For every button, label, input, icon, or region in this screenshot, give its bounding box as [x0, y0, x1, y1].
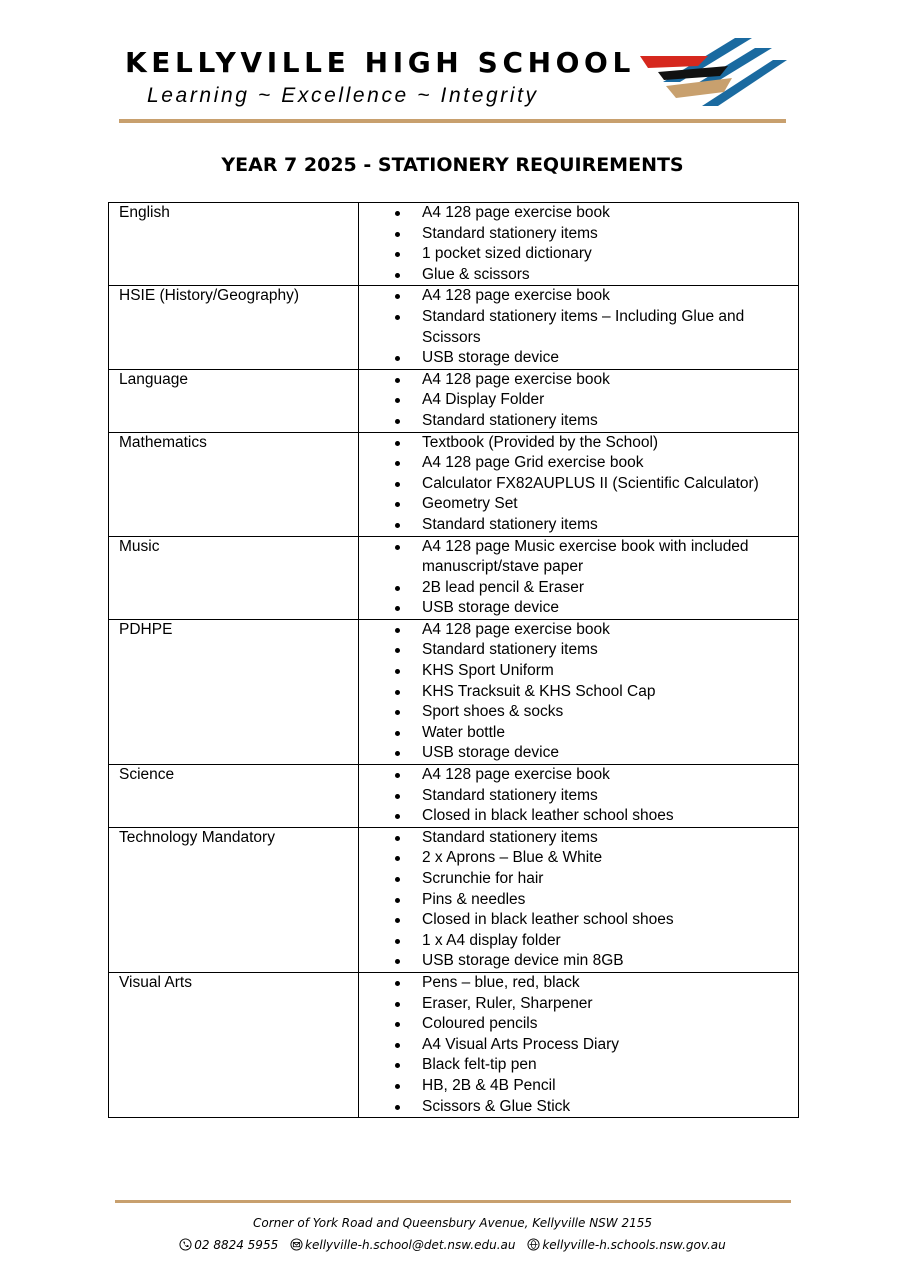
phone-icon — [179, 1238, 192, 1251]
list-item: A4 Visual Arts Process Diary — [359, 1035, 798, 1056]
items-list — [359, 286, 798, 368]
subject-name: Technology Mandatory — [109, 827, 359, 972]
list-item: 2B lead pencil & Eraser — [359, 578, 798, 599]
phone-number: 02 8824 5955 — [194, 1238, 279, 1252]
footer-address: Corner of York Road and Queensbury Avenue, Kellyville NSW 2155 — [252, 1216, 653, 1230]
list-item: Coloured pencils — [359, 1014, 798, 1035]
email-contact[interactable] — [290, 1238, 515, 1252]
header-rule — [119, 119, 786, 123]
list-item: Closed in black leather school shoes — [359, 806, 798, 827]
subject-name: Visual Arts — [109, 972, 359, 1117]
list-item: A4 128 page exercise book — [359, 203, 798, 224]
subject-name: English — [109, 203, 359, 286]
email-icon — [290, 1238, 303, 1251]
list-item: Scrunchie for hair — [359, 869, 798, 890]
list-item: Standard stationery items — [359, 224, 798, 245]
list-item: Pins & needles — [359, 890, 798, 911]
subject-name: Science — [109, 765, 359, 828]
school-motto: Learning ~ Excellence ~ Integrity — [147, 84, 539, 107]
list-item: KHS Sport Uniform — [359, 661, 798, 682]
subject-row — [109, 827, 799, 972]
list-item: A4 Display Folder — [359, 390, 798, 411]
subject-row — [109, 619, 799, 764]
subject-items — [359, 972, 799, 1117]
list-item: Standard stationery items — [359, 786, 798, 807]
globe-icon — [527, 1238, 540, 1251]
list-item: 2 x Aprons – Blue & White — [359, 848, 798, 869]
subject-items — [359, 369, 799, 432]
list-item: Geometry Set — [359, 494, 798, 515]
list-item: USB storage device — [359, 743, 798, 764]
footer-contacts — [0, 1238, 905, 1252]
list-item: Standard stationery items — [359, 640, 798, 661]
list-item: A4 128 page exercise book — [359, 620, 798, 641]
list-item: Standard stationery items – Including Glue and Scissors — [359, 307, 798, 348]
items-list — [359, 620, 798, 764]
footer-rule — [115, 1200, 791, 1203]
subject-items — [359, 203, 799, 286]
list-item: Calculator FX82AUPLUS II (Scientific Calculator) — [359, 474, 798, 495]
page-title: YEAR 7 2025 - STATIONERY REQUIREMENTS — [221, 154, 684, 176]
subject-row — [109, 765, 799, 828]
subject-row — [109, 432, 799, 536]
list-item: A4 128 page exercise book — [359, 765, 798, 786]
subject-name: Music — [109, 536, 359, 619]
list-item: Black felt-tip pen — [359, 1055, 798, 1076]
subject-row — [109, 369, 799, 432]
subject-items — [359, 765, 799, 828]
list-item: Standard stationery items — [359, 411, 798, 432]
list-item: USB storage device — [359, 348, 798, 369]
list-item: KHS Tracksuit & KHS School Cap — [359, 682, 798, 703]
website-url: kellyville-h.schools.nsw.gov.au — [542, 1238, 726, 1252]
items-list — [359, 765, 798, 827]
items-list — [359, 433, 798, 536]
list-item: 1 pocket sized dictionary — [359, 244, 798, 265]
subject-items — [359, 619, 799, 764]
subject-row — [109, 203, 799, 286]
list-item: Glue & scissors — [359, 265, 798, 286]
list-item: HB, 2B & 4B Pencil — [359, 1076, 798, 1097]
list-item: Eraser, Ruler, Sharpener — [359, 994, 798, 1015]
subject-row — [109, 972, 799, 1117]
list-item: Sport shoes & socks — [359, 702, 798, 723]
subject-name: Language — [109, 369, 359, 432]
subject-name: PDHPE — [109, 619, 359, 764]
school-logo-icon — [640, 36, 790, 114]
items-list — [359, 537, 798, 619]
list-item: Scissors & Glue Stick — [359, 1097, 798, 1118]
list-item: A4 128 page Music exercise book with included manuscript/stave paper — [359, 537, 798, 578]
list-item: Standard stationery items — [359, 828, 798, 849]
subject-name: HSIE (History/Geography) — [109, 286, 359, 369]
list-item: 1 x A4 display folder — [359, 931, 798, 952]
list-item: Water bottle — [359, 723, 798, 744]
list-item: USB storage device — [359, 598, 798, 619]
list-item: Closed in black leather school shoes — [359, 910, 798, 931]
phone-contact[interactable] — [179, 1238, 278, 1252]
list-item: USB storage device min 8GB — [359, 951, 798, 972]
requirements-table — [108, 202, 799, 1118]
list-item: Textbook (Provided by the School) — [359, 433, 798, 454]
subject-items — [359, 432, 799, 536]
list-item: A4 128 page exercise book — [359, 286, 798, 307]
subject-items — [359, 286, 799, 369]
email-address: kellyville-h.school@det.nsw.edu.au — [305, 1238, 516, 1252]
list-item: Standard stationery items — [359, 515, 798, 536]
website-contact[interactable] — [527, 1238, 725, 1252]
list-item: Pens – blue, red, black — [359, 973, 798, 994]
list-item: A4 128 page Grid exercise book — [359, 453, 798, 474]
items-list — [359, 973, 798, 1117]
subject-name: Mathematics — [109, 432, 359, 536]
items-list — [359, 828, 798, 972]
subject-items — [359, 827, 799, 972]
school-name: KELLYVILLE HIGH SCHOOL — [125, 46, 635, 79]
list-item: A4 128 page exercise book — [359, 370, 798, 391]
items-list — [359, 203, 798, 285]
subject-row — [109, 536, 799, 619]
items-list — [359, 370, 798, 432]
subject-items — [359, 536, 799, 619]
subject-row — [109, 286, 799, 369]
